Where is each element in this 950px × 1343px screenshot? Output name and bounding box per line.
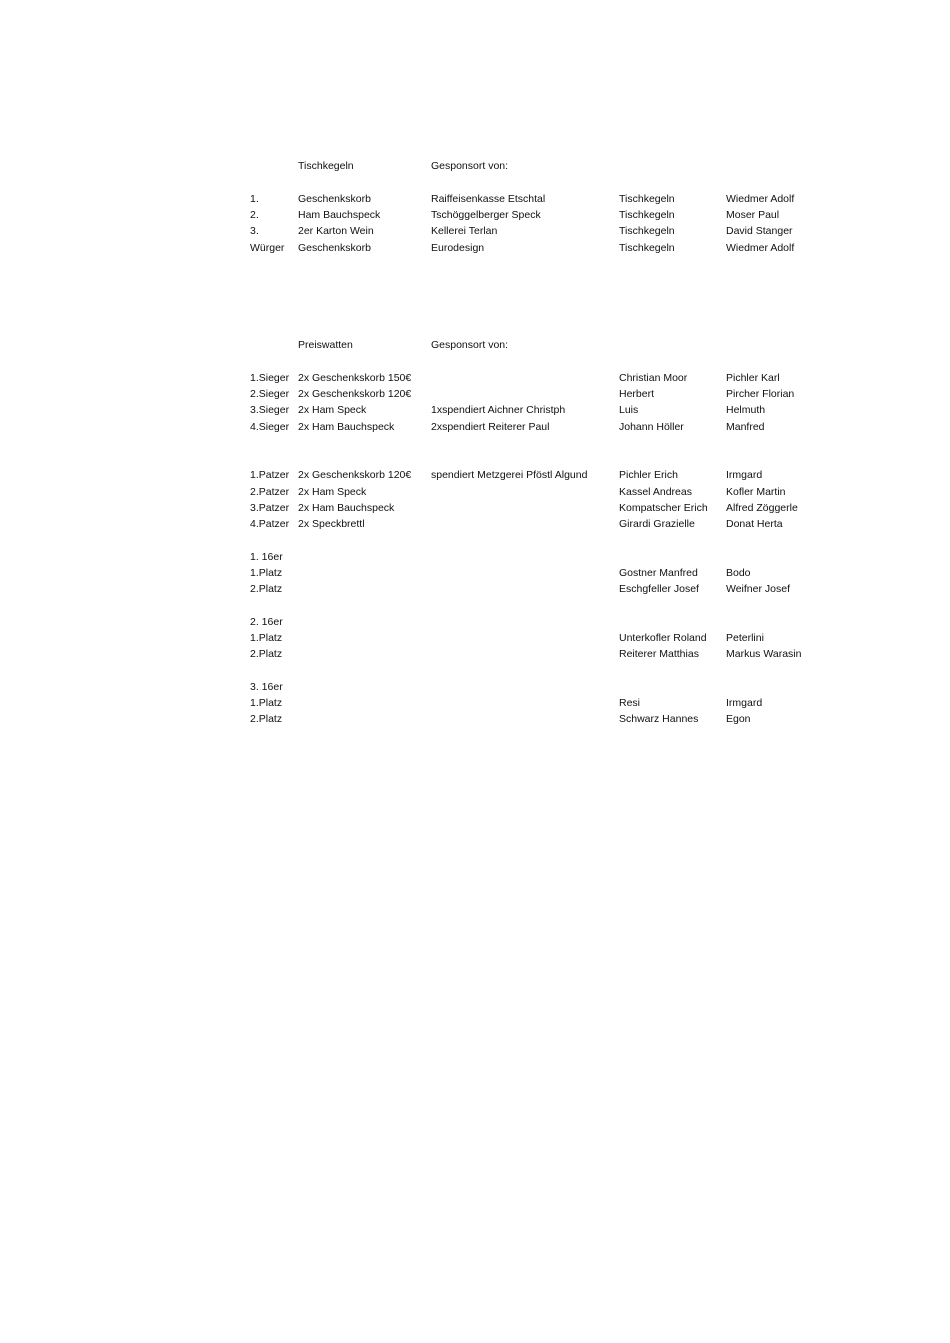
group-label: 2. 16er [250,616,283,628]
name2-cell: Bodo [726,567,751,579]
prize-cell: 2x Geschenkskorb 120€ [298,388,412,400]
name2-cell: Markus Warasin [726,648,802,660]
name2-cell: Peterlini [726,632,764,644]
name2-cell: Irmgard [726,697,763,709]
prize-cell: 2x Geschenkskorb 120€ [298,469,412,481]
name1-cell: Resi [619,697,641,709]
rank-label: Würger [250,242,285,254]
prize-cell: Geschenkskorb [298,193,371,205]
sponsor-cell: Tschöggelberger Speck [431,209,541,221]
prize-cell: 2er Karton Wein [298,225,374,237]
name2-cell: Pichler Karl [726,372,780,384]
rank-label: 1.Platz [250,567,283,579]
group-label: 1. 16er [250,551,283,563]
table-row [0,695,950,711]
rank-label: 2.Platz [250,713,283,725]
name1-cell: Gostner Manfred [619,567,698,579]
table-row [0,240,950,256]
rank-label: 3.Sieger [250,404,290,416]
table-row [0,516,950,532]
sponsor-header: Gesponsort von: [431,160,509,172]
sponsor-header: Gesponsort von: [431,339,509,351]
name2-cell: Kofler Martin [726,486,786,498]
table-row [0,191,950,207]
name1-cell: Kompatscher Erich [619,502,708,514]
table-row [0,207,950,223]
name2-cell: Irmgard [726,469,763,481]
rank-label: 1. [250,193,259,205]
name2-cell: Manfred [726,421,765,433]
rank-label: 2.Platz [250,583,283,595]
table-row [0,419,950,435]
table-row [0,565,950,581]
section-header-preiswatten [0,337,950,353]
name2-cell: Helmuth [726,404,766,416]
table-row [0,581,950,597]
prize-cell: 2x Geschenkskorb 150€ [298,372,412,384]
sponsor-cell: 1xspendiert Aichner Christph [431,404,566,416]
table-row [0,646,950,662]
section-title: Tischkegeln [298,160,354,172]
name1-cell: Schwarz Hannes [619,713,699,725]
table-row [0,711,950,727]
rank-label: 1.Platz [250,697,283,709]
sponsor-cell: Raiffeisenkasse Etschtal [431,193,546,205]
name1-cell: Tischkegeln [619,209,675,221]
sponsor-cell: spendiert Metzgerei Pföstl Algund [431,469,588,481]
prize-cell: 2x Ham Speck [298,404,367,416]
table-row [0,500,950,516]
rank-label: 1.Patzer [250,469,290,481]
table-row [0,484,950,500]
table-row [0,223,950,239]
table-row [0,402,950,418]
name1-cell: Christian Moor [619,372,688,384]
prize-cell: Geschenkskorb [298,242,371,254]
rank-label: 3. [250,225,259,237]
name2-cell: David Stanger [726,225,793,237]
name2-cell: Pircher Florian [726,388,795,400]
name2-cell: Wiedmer Adolf [726,242,795,254]
name2-cell: Donat Herta [726,518,783,530]
name2-cell: Egon [726,713,751,725]
rank-label: 2.Platz [250,648,283,660]
rank-label: 4.Sieger [250,421,290,433]
name2-cell: Alfred Zöggerle [726,502,798,514]
group-heading [0,679,950,695]
prize-cell: 2x Ham Bauchspeck [298,502,395,514]
rank-label: 4.Patzer [250,518,290,530]
name2-cell: Weifner Josef [726,583,790,595]
prize-cell: 2x Speckbrettl [298,518,365,530]
sponsor-cell: Eurodesign [431,242,485,254]
table-row [0,630,950,646]
sponsor-cell: 2xspendiert Reiterer Paul [431,421,550,433]
name1-cell: Reiterer Matthias [619,648,699,660]
name1-cell: Kassel Andreas [619,486,692,498]
name1-cell: Pichler Erich [619,469,678,481]
rank-label: 3.Patzer [250,502,290,514]
sponsor-cell: Kellerei Terlan [431,225,498,237]
group-heading [0,549,950,565]
name1-cell: Unterkofler Roland [619,632,707,644]
name1-cell: Tischkegeln [619,193,675,205]
rank-label: 2. [250,209,259,221]
prize-cell: Ham Bauchspeck [298,209,381,221]
section-title: Preiswatten [298,339,353,351]
table-row [0,386,950,402]
rank-label: 1.Platz [250,632,283,644]
name1-cell: Luis [619,404,639,416]
prize-cell: 2x Ham Speck [298,486,367,498]
name1-cell: Girardi Grazielle [619,518,695,530]
name2-cell: Moser Paul [726,209,780,221]
name1-cell: Tischkegeln [619,242,675,254]
rank-label: 2.Sieger [250,388,290,400]
name1-cell: Johann Höller [619,421,684,433]
rank-label: 2.Patzer [250,486,290,498]
prize-cell: 2x Ham Bauchspeck [298,421,395,433]
group-heading [0,614,950,630]
name1-cell: Herbert [619,388,655,400]
table-row [0,370,950,386]
name1-cell: Eschgfeller Josef [619,583,699,595]
group-label: 3. 16er [250,681,283,693]
name1-cell: Tischkegeln [619,225,675,237]
section-header-tischkegeln [0,158,950,174]
rank-label: 1.Sieger [250,372,290,384]
name2-cell: Wiedmer Adolf [726,193,795,205]
table-row [0,467,950,483]
